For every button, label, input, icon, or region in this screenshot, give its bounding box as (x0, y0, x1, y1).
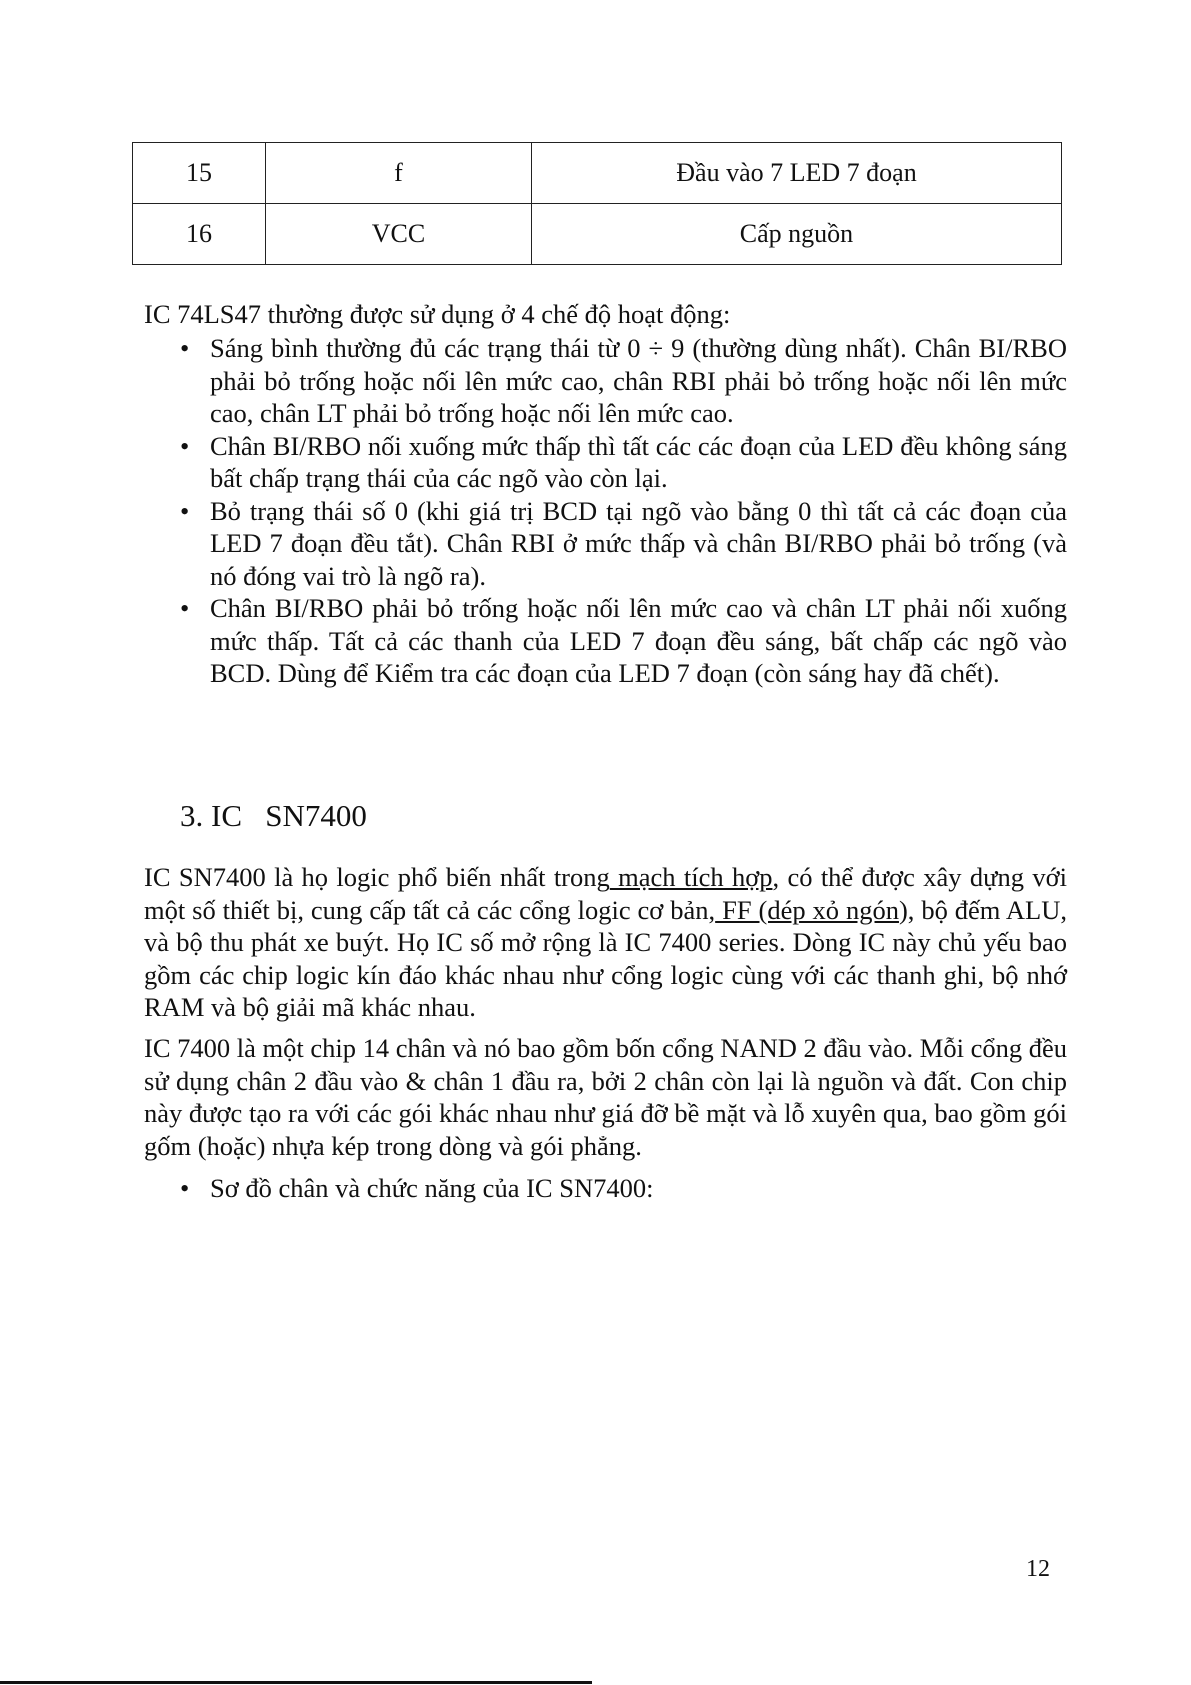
bullet-icon: • (180, 593, 190, 623)
page-number: 12 (1026, 1556, 1050, 1582)
list-item (180, 1172, 1067, 1205)
list-item-text: Bỏ trạng thái số 0 (khi giá trị BCD tại ngõ vào bằng 0 thì tất cả các đoạn của LED 7 đoạn đều tắt). Chân RBI ở mức thấp và chân BI/RBO phải bỏ trống (và nó đóng vai trò là ngõ ra). (210, 495, 1067, 591)
pin-number-cell: 15 (133, 143, 266, 204)
table-row (133, 204, 1062, 265)
list-item (180, 332, 1067, 430)
list-item-text: Sơ đồ chân và chức năng của IC SN7400: (210, 1173, 654, 1203)
list-item-text: Chân BI/RBO nối xuống mức thấp thì tất các các đoạn của LED đều không sáng bất chấp trạng thái của các ngõ vào còn lại. (210, 430, 1067, 493)
list-item-text: Sáng bình thường đủ các trạng thái từ 0 ÷ 9 (thường dùng nhất). Chân BI/RBO phải bỏ trống hoặc nối lên mức cao, chân RBI phải bỏ trống hoặc nối lên mức cao, chân LT phải bỏ trống hoặc nối lên mức cao. (210, 333, 1067, 428)
list-item-text: Chân BI/RBO phải bỏ trống hoặc nối lên mức cao và chân LT phải nối xuống mức thấp. Tất cả các thanh của LED 7 đoạn đều sáng, bất chấp các ngõ vào BCD. Dùng để Kiểm tra các đoạn của LED 7 đoạn (còn sáng hay đã chết). (210, 593, 1067, 688)
list-item (180, 430, 1067, 495)
bullet-icon: • (180, 1173, 190, 1203)
pin-number-cell: 16 (133, 204, 266, 265)
list-item (180, 495, 1067, 593)
pin-table (132, 142, 1062, 265)
modes-list (180, 332, 1067, 690)
link-ff[interactable]: FF (dép xỏ ngón (715, 894, 899, 925)
paragraph-text: IC SN7400 là họ logic phổ biến nhất trong (144, 862, 610, 892)
pin-function-cell: Cấp nguồn (532, 204, 1062, 265)
modes-intro: IC 74LS47 thường được sử dụng ở 4 chế độ hoạt động: (144, 299, 731, 329)
bottom-divider (0, 1681, 592, 1684)
bullet-icon: • (180, 333, 190, 363)
list-item (180, 592, 1067, 690)
paragraph-text: , có thể được xây dựng với một số thiết bị, cung cấp tất cả các cổng logic cơ bản, (144, 862, 1067, 925)
section-paragraph (144, 861, 1067, 1024)
pin-name-cell: VCC (266, 204, 532, 265)
section-heading: 3. IC SN7400 (180, 798, 367, 833)
table-row (133, 143, 1062, 204)
pin-name-cell: f (266, 143, 532, 204)
pin-function-cell: Đầu vào 7 LED 7 đoạn (532, 143, 1062, 204)
bullet-icon: • (180, 430, 190, 461)
bullet-icon: • (180, 495, 190, 526)
section-paragraph: IC 7400 là một chip 14 chân và nó bao gồm bốn cổng NAND 2 đầu vào. Mỗi cổng đều sử dụng chân 2 đầu vào & chân 1 đầu ra, bởi 2 chân còn lại là nguồn và đất. Con chip này được tạo ra với các gói khác nhau như giá đỡ bề mặt và lỗ xuyên qua, bao gồm gói gốm (hoặc) nhựa kép trong dòng và gói phẳng. (144, 1033, 1067, 1161)
pinout-list (180, 1172, 1067, 1205)
link-mach-tich-hop[interactable]: mạch tích hợp (609, 862, 773, 892)
paragraph-text: ), bộ đếm ALU, và bộ thu phát xe buýt. Họ IC số mở rộng là IC 7400 series. Dòng IC này chủ yếu bao gồm các chip logic kín đáo khác nhau như cổng logic cùng với các thanh ghi, bộ nhớ RAM và bộ giải mã khác nhau. (144, 894, 1067, 1022)
